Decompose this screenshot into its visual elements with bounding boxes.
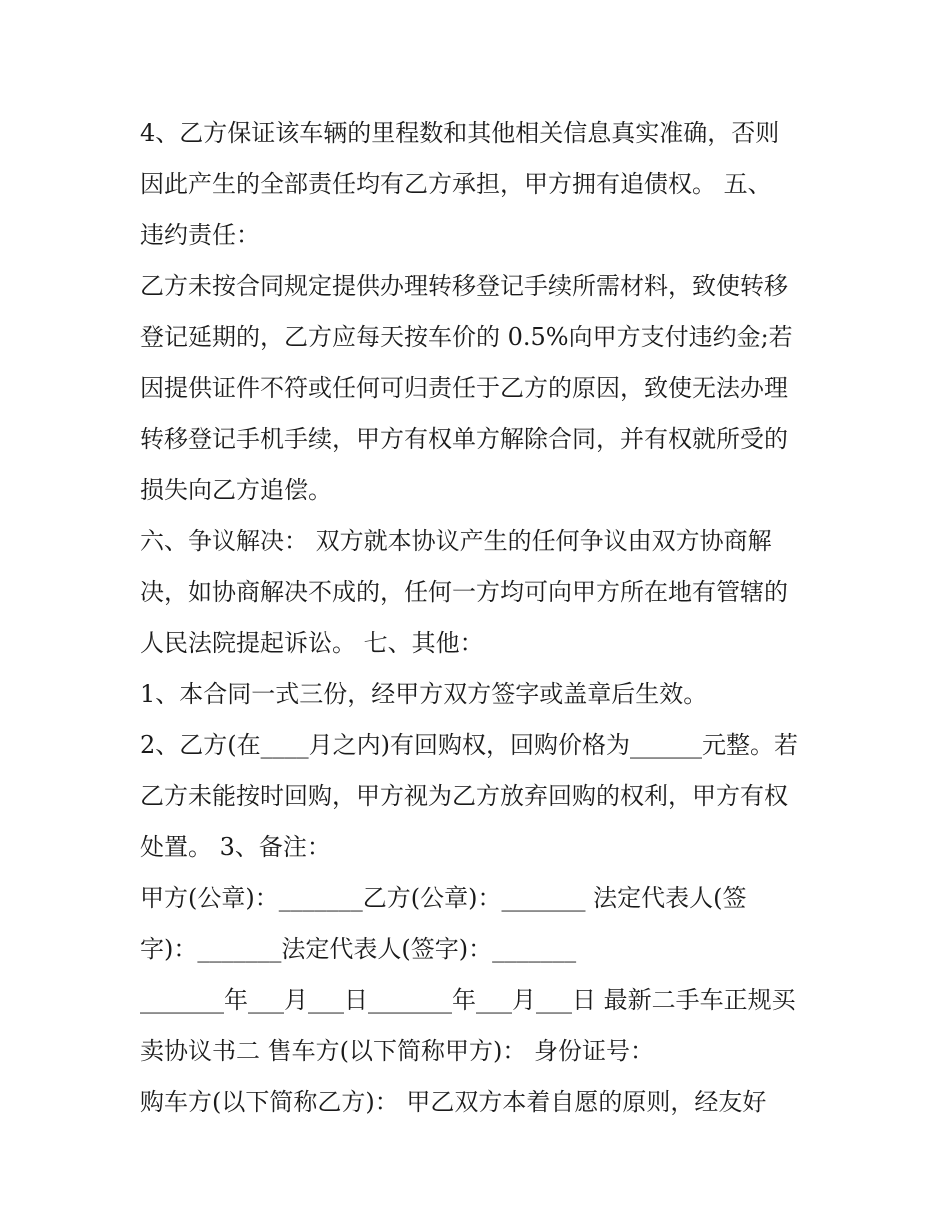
text-line: 人民法院提起诉讼。 七、其他： (140, 629, 484, 657)
text-line: 处置。 3、备注： (140, 833, 331, 861)
text-line: 乙方未按合同规定提供办理转移登记手续所需材料，致使转移 (140, 272, 788, 300)
text-line: 2、乙方(在____月之内)有回购权，回购价格为______元整。若 (140, 731, 798, 759)
text-line: 违约责任： (140, 221, 260, 249)
text-line: 六、争议解决： 双方就本协议产生的任何争议由双方协商解 (140, 527, 772, 555)
contract-text (140, 108, 820, 1128)
text-line: 甲方(公章)：_______乙方(公章)：_______ 法定代表人(签 (140, 884, 747, 912)
text-line: 购车方(以下简称乙方)： 甲乙双方本着自愿的原则，经友好 (140, 1088, 767, 1116)
text-line: 因此产生的全部责任均有乙方承担，甲方拥有追债权。 五、 (140, 170, 772, 198)
text-line: 转移登记手机手续，甲方有权单方解除合同，并有权就所受的 (140, 425, 788, 453)
text-line: 4、乙方保证该车辆的里程数和其他相关信息真实准确，否则 (140, 119, 780, 147)
text-line: _______年___月___日_______年___月___日 最新二手车正规买 (140, 986, 796, 1014)
text-line: 字)：_______法定代表人(签字)：_______ (140, 935, 577, 963)
text-line: 损失向乙方追偿。 (140, 476, 332, 504)
text-line: 乙方未能按时回购，甲方视为乙方放弃回购的权利，甲方有权 (140, 782, 788, 810)
text-line: 卖协议书二 售车方(以下简称甲方)： 身份证号： (140, 1037, 654, 1065)
text-line: 登记延期的，乙方应每天按车价的 0.5%向甲方支付违约金;若 (140, 323, 793, 351)
text-line: 决，如协商解决不成的，任何一方均可向甲方所在地有管辖的 (140, 578, 788, 606)
text-line: 1、本合同一式三份，经甲方双方签字或盖章后生效。 (140, 680, 708, 708)
text-line: 因提供证件不符或任何可归责任于乙方的原因，致使无法办理 (140, 374, 788, 402)
